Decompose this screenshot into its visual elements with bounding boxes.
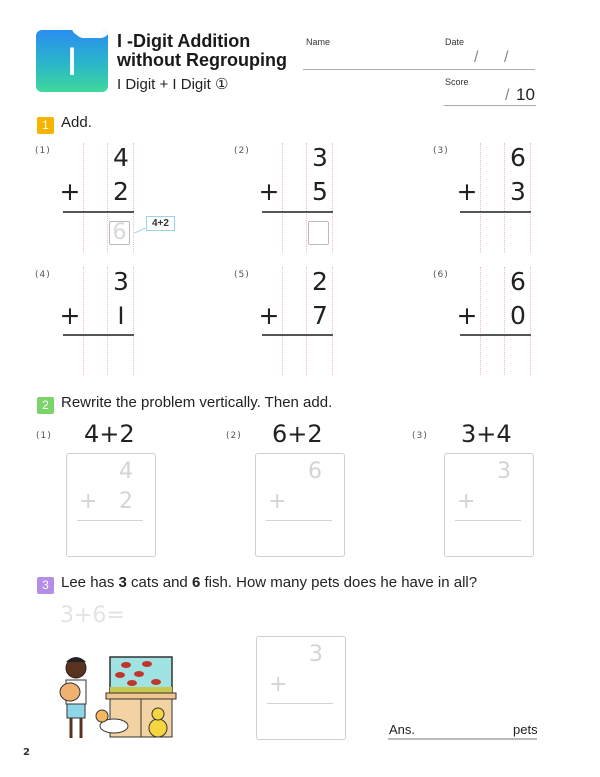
number-emphasis: 6 [191,574,201,591]
problem-label: (3) [433,146,449,156]
ghost-top-digit: 6 [308,459,322,484]
plus-sign: + [258,301,280,330]
section-2-badge: 2 [37,397,54,414]
top-digit: 3 [113,267,129,296]
score-total: 10 [516,85,535,104]
ghost-sum-line [455,520,521,521]
problem-expression: 3+4 [461,420,512,448]
sum-line [460,334,531,336]
problem-expression: 4+2 [84,420,135,448]
work-box-1[interactable] [66,453,156,557]
page-subtitle: I Digit + I Digit ① [117,76,229,93]
ghost-top-digit: 3 [309,642,323,667]
ghost-top-digit: 4 [119,459,133,484]
problem-4[interactable] [58,267,138,375]
bottom-digit: 3 [510,177,526,206]
bottom-digit: 5 [312,177,328,206]
top-digit: 6 [510,143,526,172]
problem-label: (1) [36,431,52,441]
number-emphasis: 3 [118,574,127,591]
ghost-sum-line [266,520,332,521]
sum-line [262,211,333,213]
ghost-plus: + [268,489,287,514]
work-box-word-problem[interactable] [256,636,346,740]
plus-sign: + [258,177,280,206]
unit-badge [36,30,108,92]
work-box-3[interactable] [444,453,534,557]
name-label: Name [306,37,331,47]
problem-5[interactable] [257,267,337,375]
problem-6[interactable] [455,267,535,375]
pets-illustration [52,650,182,742]
answer-box[interactable] [308,221,329,245]
answer-unit: pets [513,722,538,737]
problem-2 [257,143,337,253]
sum-line [63,211,134,213]
problem-3[interactable] [455,143,535,253]
top-digit: 3 [312,143,328,172]
top-digit: 2 [312,267,328,296]
date-separator: / [504,49,509,66]
score-label: Score [445,77,469,87]
section-3-instruction: Lee has 3 cats and 6 fish. How many pets does he have in all? [61,574,478,591]
title-line-2: without Regrouping [117,50,287,70]
ghost-top-digit: 3 [497,459,511,484]
score-field[interactable] [444,105,536,106]
plus-sign: + [59,177,81,206]
problem-label: (1) [35,146,51,156]
answer-field[interactable] [388,738,537,740]
problem-label: (5) [234,270,250,280]
score-separator: / [505,87,510,104]
section-3-badge: 3 [37,577,54,594]
plus-sign: + [456,177,478,206]
title-line-1: I -Digit Addition [117,31,251,51]
sum-line [460,211,531,213]
plus-sign: + [456,301,478,330]
bottom-digit: 7 [312,301,328,330]
section-1-instruction: Add. [61,114,92,131]
problem-expression: 6+2 [272,420,323,448]
section-2-instruction: Rewrite the problem vertically. Then add. [61,394,333,411]
top-digit: 6 [510,267,526,296]
ghost-plus: + [79,489,98,514]
ghost-sum-line [77,520,143,521]
hint-bubble: 4+2 [146,216,175,231]
bottom-digit: 0 [510,301,526,330]
sum-line [262,334,333,336]
ghost-plus: + [457,489,476,514]
problem-label: (2) [226,431,242,441]
problem-label: (6) [433,270,449,280]
problem-label: (2) [234,146,250,156]
date-separator: / [474,49,479,66]
work-box-2[interactable] [255,453,345,557]
problem-1 [58,143,138,253]
ghost-bottom-digit: 2 [119,489,133,514]
page-number: 2 [23,747,30,758]
ghost-plus: + [269,672,288,697]
top-digit: 4 [113,143,129,172]
problem-label: (3) [412,431,428,441]
date-label: Date [445,37,465,47]
name-date-field[interactable] [303,69,535,70]
ghost-equation[interactable]: 3+6= [60,603,125,628]
ghost-sum-line [267,703,333,704]
unit-number: I [66,40,78,84]
page-title [117,32,287,70]
problem-label: (4) [35,270,51,280]
sum-line [63,334,134,336]
plus-sign: + [59,301,81,330]
answer-box[interactable]: 6 [109,221,130,245]
bottom-digit: I [117,302,125,330]
section-1-badge: 1 [37,117,54,134]
answer-label: Ans. [389,722,416,737]
bottom-digit: 2 [113,177,129,206]
